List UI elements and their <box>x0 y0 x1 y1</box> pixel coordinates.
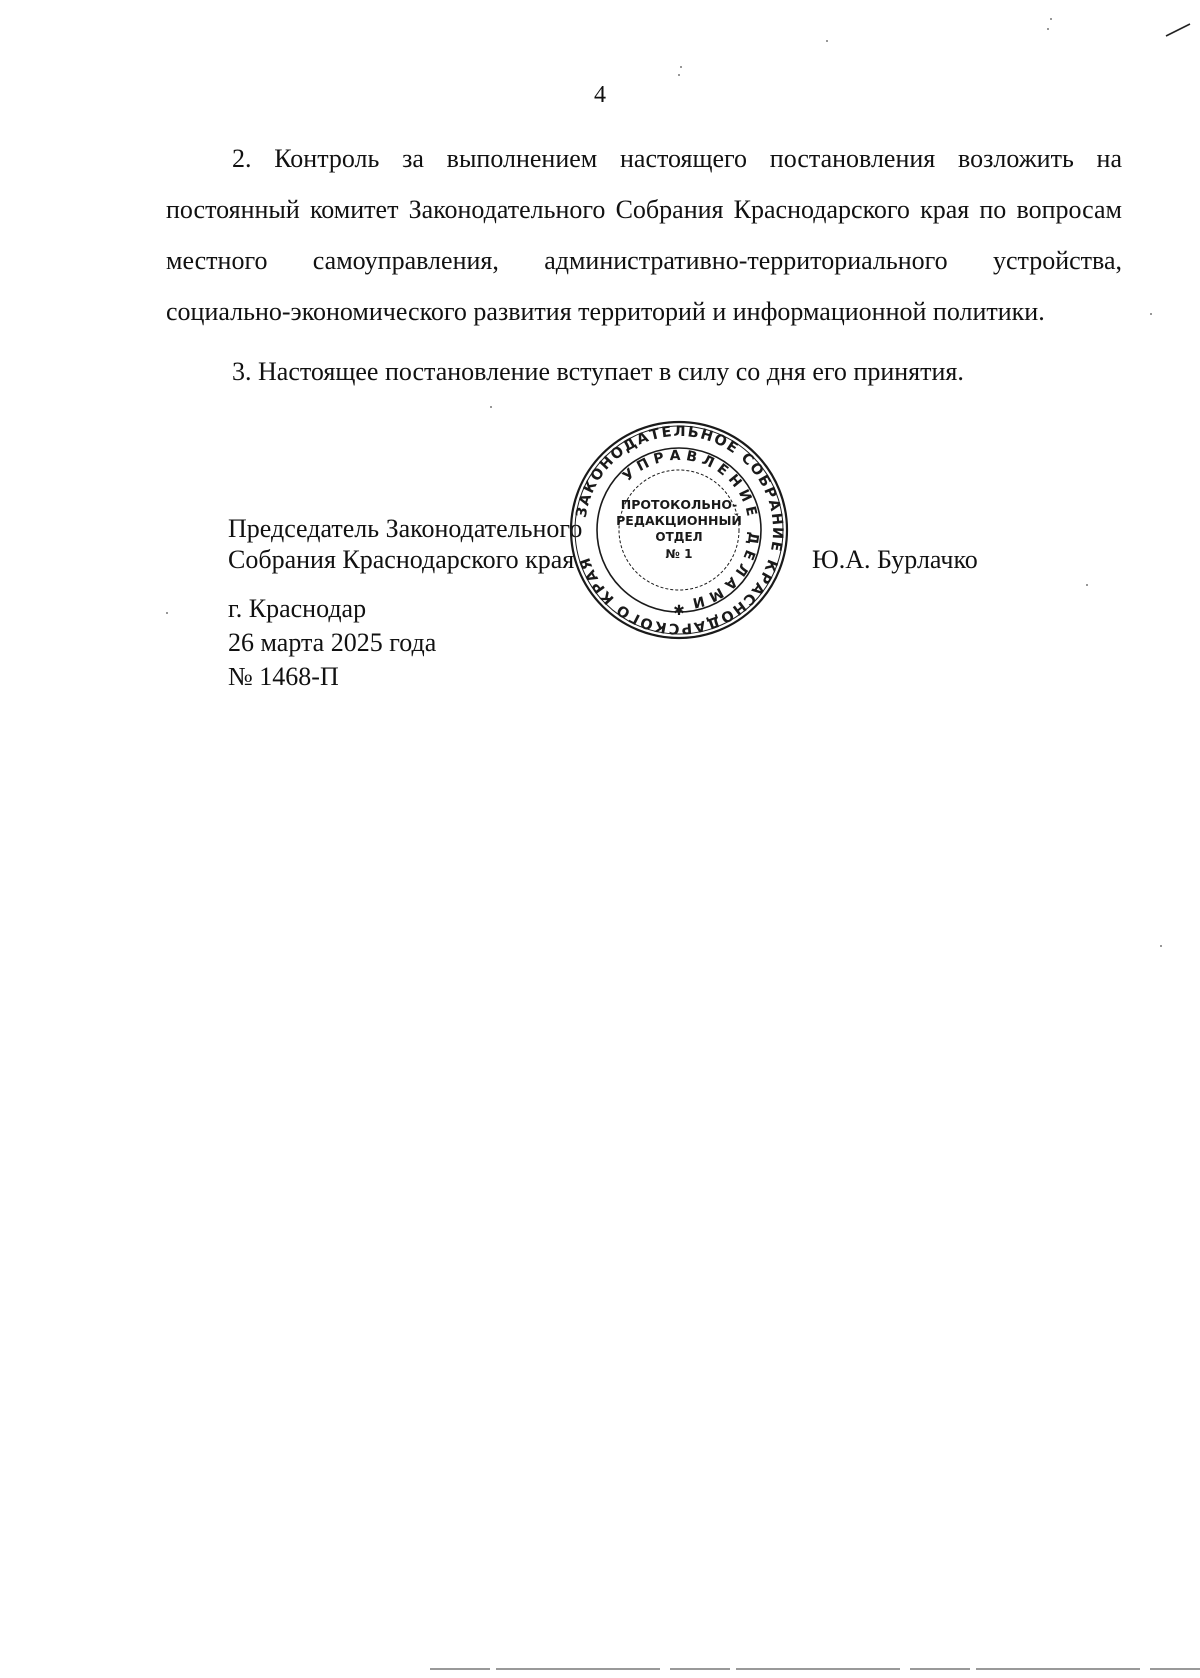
stamp-center-line-4: № 1 <box>665 547 693 561</box>
scan-speck <box>1047 28 1049 30</box>
stamp-star-icon: ✱ <box>673 603 685 619</box>
stamp-center-line-3: ОТДЕЛ <box>655 530 703 544</box>
official-stamp <box>568 419 790 641</box>
stamp-inner-text: УПРАВЛЕНИЕ ДЕЛАМИ <box>619 447 762 612</box>
signatory-title-line-2: Собрания Краснодарского края <box>228 545 575 574</box>
scan-speck <box>1150 313 1152 315</box>
scan-speck <box>1050 18 1052 20</box>
document-number: № 1468-П <box>228 662 339 691</box>
scan-speck <box>166 612 168 614</box>
scan-speck <box>1160 945 1162 947</box>
page-number: 4 <box>594 82 606 108</box>
scan-speck <box>680 66 682 68</box>
scan-bottom-edge <box>430 1668 1200 1670</box>
paragraph-control: 2. Контроль за выполнением настоящего постановления возложить на постоянный комитет Законодательного Собрания Краснодарского края по вопросам местного самоуправления, административно-территориального устройства, социально-экономического развития территорий и информационной политики. <box>166 144 1122 326</box>
signatory-name: Ю.А. Бурлачко <box>812 545 978 574</box>
document-body <box>166 133 1122 397</box>
scan-speck <box>1086 584 1088 586</box>
scan-speck <box>826 40 828 42</box>
issue-date: 26 марта 2025 года <box>228 628 437 657</box>
stamp-outer-text: ЗАКОНОДАТЕЛЬНОЕ СОБРАНИЕ КРАСНОДАРСКОГО КРАЯ <box>573 423 786 637</box>
stamp-center-line-1: ПРОТОКОЛЬНО- <box>620 497 738 512</box>
signature-block <box>228 513 582 575</box>
issue-city: г. Краснодар <box>228 594 367 623</box>
scan-speck <box>678 74 680 76</box>
issue-details <box>228 592 436 694</box>
paragraph-effective-date: 3. Настоящее постановление вступает в силу со дня его принятия. <box>232 357 964 386</box>
stamp-center-line-2: РЕДАКЦИОННЫЙ <box>616 513 742 528</box>
scan-corner-mark-icon <box>1164 22 1192 38</box>
signatory-title-line-1: Председатель Законодательного <box>228 514 583 543</box>
scan-speck <box>490 406 492 408</box>
